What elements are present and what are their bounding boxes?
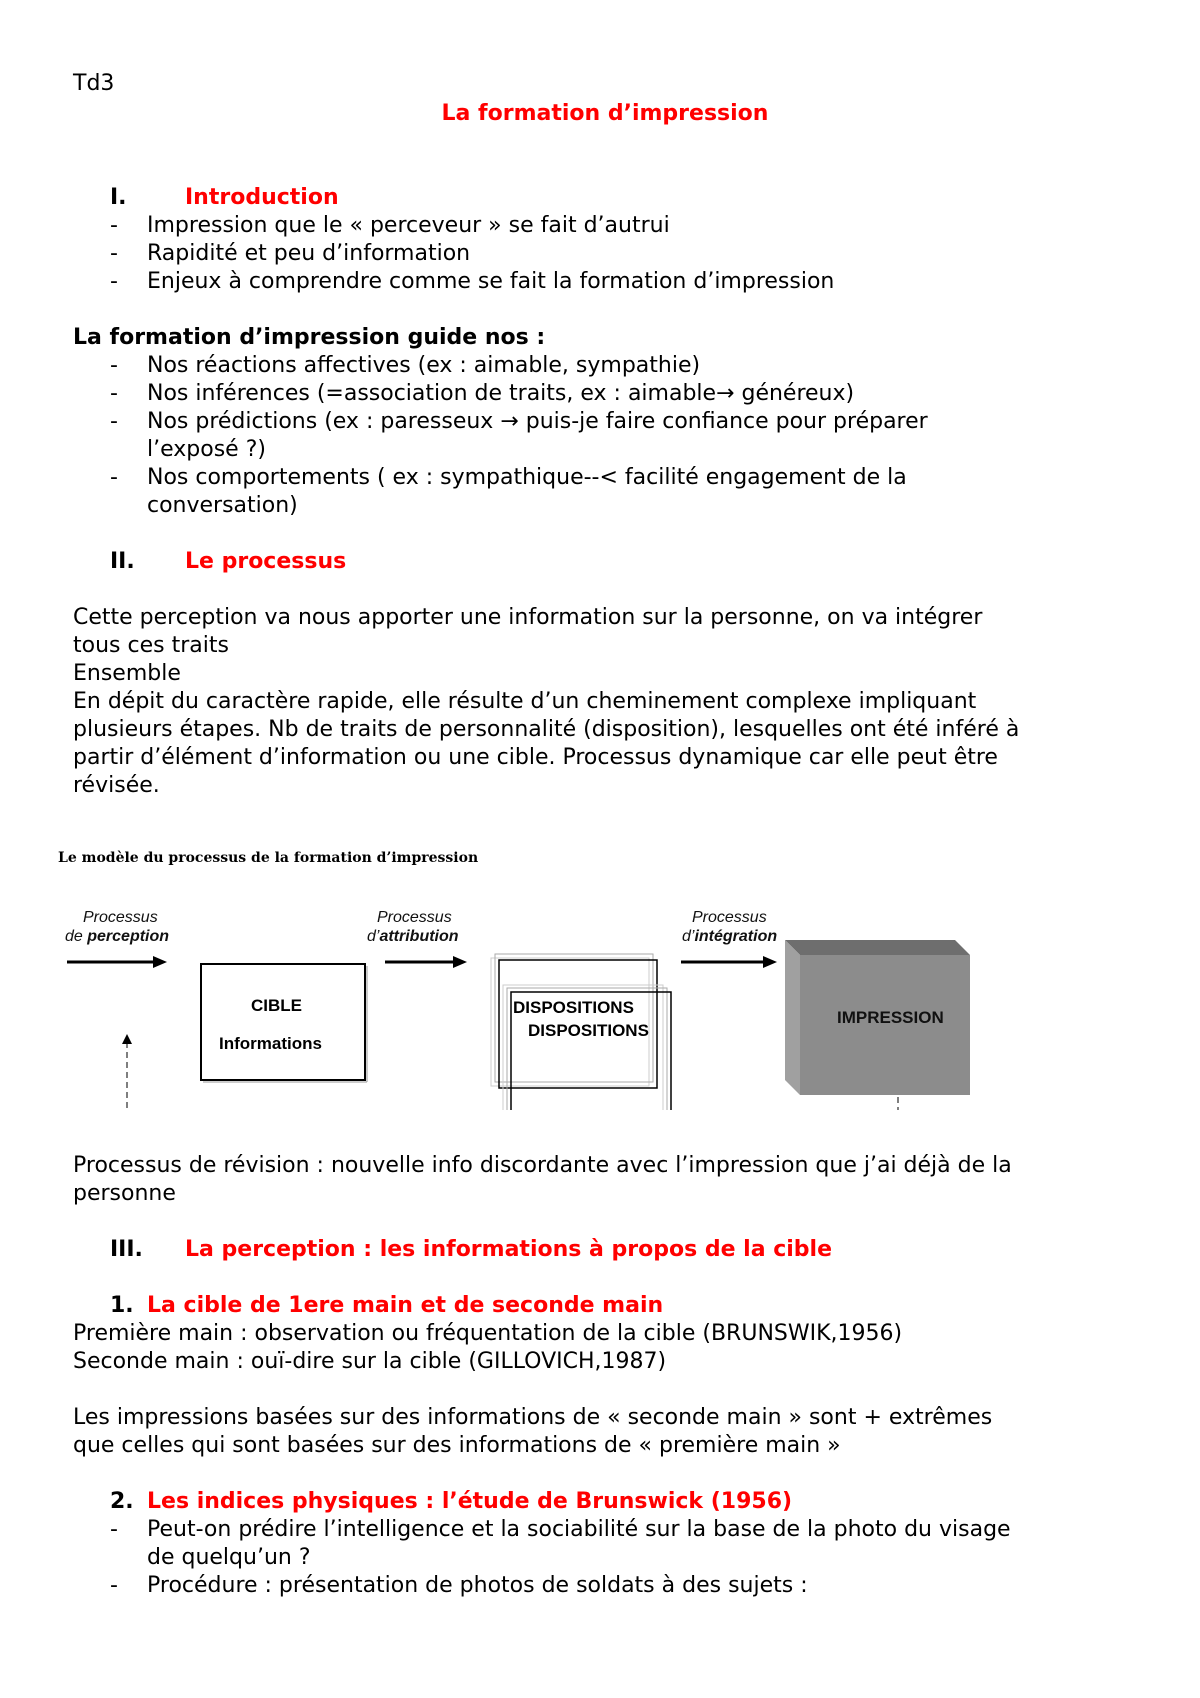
bullet-dash: -: [110, 381, 118, 406]
impression-label: IMPRESSION: [837, 1008, 944, 1027]
page-title: La formation d’impression: [441, 101, 769, 126]
bullet-dash: -: [110, 269, 118, 294]
dispositions-label-2: DISPOSITIONS: [528, 1021, 649, 1040]
list-item: Enjeux à comprendre comme se fait la formation d’impression: [147, 269, 835, 294]
bullet-dash: -: [110, 1573, 118, 1598]
list-item: Peut-on prédire l’intelligence et la sociabilité sur la base de la photo du visage: [147, 1517, 1011, 1542]
process-model-diagram: [55, 850, 1015, 1110]
dispositions-label-1: DISPOSITIONS: [513, 998, 634, 1017]
list-item: Nos comportements ( ex : sympathique--< facilité engagement de la: [147, 465, 907, 490]
paragraph-line: plusieurs étapes. Nb de traits de personnalité (disposition), lesquelles ont été inféré à: [73, 717, 1020, 742]
bullet-dash: -: [110, 213, 118, 238]
process-label-integration: Processus d’intégration: [682, 909, 778, 945]
doc-code: Td3: [73, 71, 115, 96]
bullet-dash: -: [110, 465, 118, 490]
list-item: Impression que le « perceveur » se fait d’autrui: [147, 213, 670, 238]
guide-heading: La formation d’impression guide nos :: [73, 325, 546, 350]
process-label-perception: Processus de perception: [65, 909, 170, 945]
cible-box: [201, 964, 365, 1080]
bullet-dash: -: [110, 241, 118, 266]
paragraph-line: révisée.: [73, 773, 160, 798]
section-heading-perception: La perception : les informations à propos de la cible: [185, 1237, 833, 1262]
subsection-heading: La cible de 1ere main et de seconde main: [147, 1293, 664, 1318]
bullet-dash: -: [110, 353, 118, 378]
process-label-attribution: Processus d’attribution: [367, 909, 459, 945]
subsection-number: 1.: [110, 1293, 134, 1318]
informations-label: Informations: [219, 1034, 322, 1053]
arrow-right-icon: [67, 956, 167, 968]
list-item-continuation: de quelqu’un ?: [147, 1545, 311, 1570]
arrow-right-icon: [681, 956, 777, 968]
paragraph-line: partir d’élément d’information ou une cible. Processus dynamique car elle peut être: [73, 745, 998, 770]
section-heading-introduction: Introduction: [185, 185, 339, 210]
list-item: Nos réactions affectives (ex : aimable, sympathie): [147, 353, 701, 378]
section-numeral: I.: [110, 185, 127, 210]
paragraph-line: Cette perception va nous apporter une information sur la personne, on va intégrer: [73, 605, 983, 630]
bullet-dash: -: [110, 409, 118, 434]
paragraph-line: Première main : observation ou fréquentation de la cible (BRUNSWIK,1956): [73, 1321, 903, 1346]
section-numeral: II.: [110, 549, 135, 574]
bullet-dash: -: [110, 1517, 118, 1542]
section-numeral: III.: [110, 1237, 143, 1262]
diagram-graphics: [55, 850, 1015, 1110]
list-item-continuation: l’exposé ?): [147, 437, 266, 462]
section-heading-processus: Le processus: [185, 549, 347, 574]
cible-label: CIBLE: [251, 996, 302, 1015]
arrow-right-icon: [385, 956, 467, 968]
diagram-title: Le modèle du processus de la formation d’impression: [58, 850, 479, 866]
arrow-up-icon: [122, 1034, 132, 1044]
paragraph-line: Ensemble: [73, 661, 181, 686]
paragraph-line: que celles qui sont basées sur des informations de « première main »: [73, 1433, 841, 1458]
paragraph-line: Les impressions basées sur des informations de « seconde main » sont + extrêmes: [73, 1405, 993, 1430]
list-item: Nos inférences (=association de traits, ex : aimable→ généreux): [147, 381, 855, 406]
revision-line: personne: [73, 1181, 176, 1206]
list-item: Nos prédictions (ex : paresseux → puis-je faire confiance pour préparer: [147, 409, 928, 434]
list-item-continuation: conversation): [147, 493, 298, 518]
paragraph-line: tous ces traits: [73, 633, 229, 658]
subsection-number: 2.: [110, 1489, 134, 1514]
subsection-heading: Les indices physiques : l’étude de Brunswick (1956): [147, 1489, 793, 1514]
paragraph-line: Seconde main : ouï-dire sur la cible (GILLOVICH,1987): [73, 1349, 667, 1374]
paragraph-line: En dépit du caractère rapide, elle résulte d’un cheminement complexe impliquant: [73, 689, 977, 714]
list-item: Procédure : présentation de photos de soldats à des sujets :: [147, 1573, 808, 1598]
revision-line: Processus de révision : nouvelle info discordante avec l’impression que j’ai déjà de la: [73, 1153, 1012, 1178]
list-item: Rapidité et peu d’information: [147, 241, 471, 266]
